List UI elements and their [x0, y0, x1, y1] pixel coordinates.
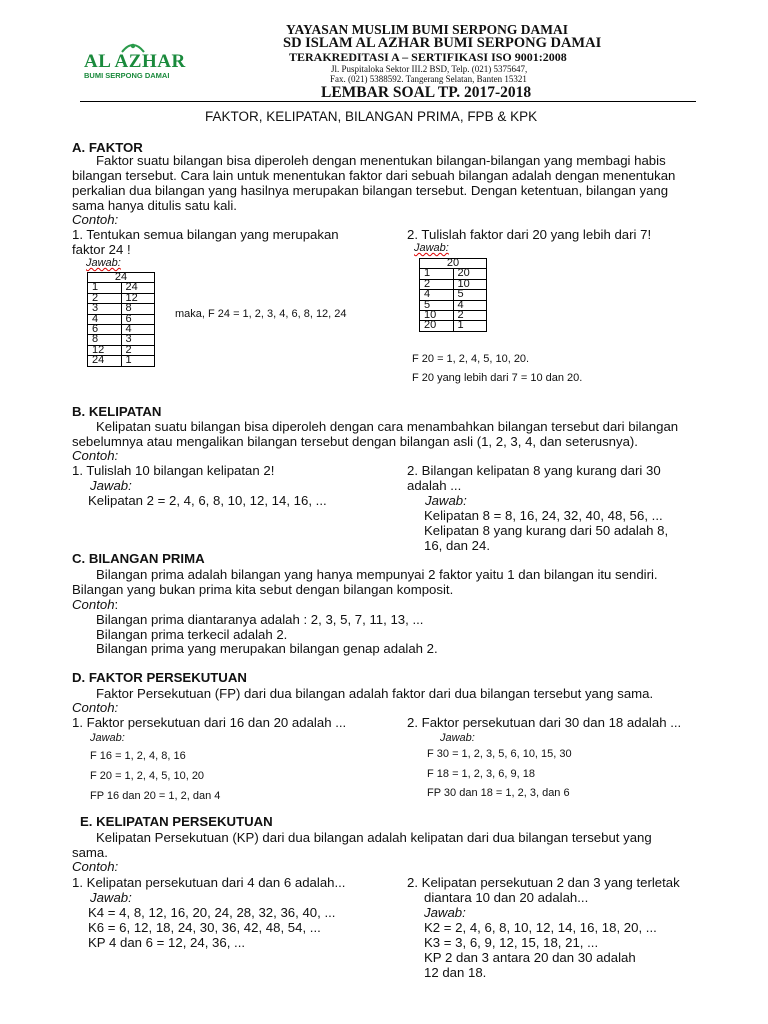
- header-foundation: YAYASAN MUSLIM BUMI SERPONG DAMAI: [286, 22, 569, 37]
- answer: 12 dan 18.: [424, 965, 487, 980]
- section-c-para: Bilangan prima adalah bilangan yang hanya mempunyai 2 faktor yaitu 1 dan bilangan itu sendiri.: [96, 567, 658, 582]
- jawab-label: Jawab:: [90, 890, 132, 905]
- section-c-heading: C. BILANGAN PRIMA: [72, 551, 205, 566]
- table-cell: 6: [88, 325, 122, 335]
- section-b-heading: B. KELIPATAN: [72, 404, 162, 419]
- section-d-heading: D. FAKTOR PERSEKUTUAN: [72, 670, 247, 685]
- table-cell: 1: [88, 283, 122, 293]
- answer: F 20 = 1, 2, 4, 5, 10, 20: [90, 770, 205, 782]
- section-b-para: Kelipatan suatu bilangan bisa diperoleh dengan cara menambahkan bilangan tersebut dari bilangan: [96, 419, 679, 434]
- contoh-label: Contoh:: [72, 448, 119, 463]
- table-cell: 8: [121, 304, 155, 314]
- table-cell: 20: [420, 321, 454, 331]
- table-cell: 24: [121, 283, 155, 293]
- table-cell: 3: [88, 304, 122, 314]
- example-line: Bilangan prima terkecil adalah 2.: [96, 627, 288, 642]
- example-line: Bilangan prima diantaranya adalah : 2, 3, 5, 7, 11, 13, ...: [96, 612, 424, 627]
- answer: K3 = 3, 6, 9, 12, 15, 18, 21, ...: [424, 935, 599, 950]
- table-cell: 20: [453, 269, 487, 279]
- jawab-label: Jawab:: [424, 905, 466, 920]
- contoh-text: Contoh: [72, 597, 115, 612]
- table-cell: 5: [420, 300, 454, 310]
- question: 1. Kelipatan persekutuan dari 4 dan 6 adalah...: [72, 875, 346, 890]
- section-e-para: Kelipatan Persekutuan (KP) dari dua bilangan adalah kelipatan dari dua bilangan tersebut yang: [96, 830, 652, 845]
- section-a-heading: A. FAKTOR: [72, 140, 143, 155]
- section-e-heading: E. KELIPATAN PERSEKUTUAN: [80, 814, 273, 829]
- contoh-label: Contoh:: [72, 597, 119, 612]
- table-cell: 10: [453, 279, 487, 289]
- table-cell: 12: [88, 345, 122, 355]
- question: 1. Tulislah 10 bilangan kelipatan 2!: [72, 463, 275, 478]
- table-cell: 2: [88, 293, 122, 303]
- section-d-para: Faktor Persekutuan (FP) dari dua bilangan adalah faktor dari dua bilangan tersebut yang sama.: [96, 686, 654, 701]
- section-a-para: bilangan tersebut. Cara lain untuk menentukan faktor dari sebuah bilangan adalah dengan menentukan: [72, 168, 676, 183]
- table-cell: 1: [121, 356, 155, 366]
- answer: KP 4 dan 6 = 12, 24, 36, ...: [88, 935, 246, 950]
- header-school: SD ISLAM AL AZHAR BUMI SERPONG DAMAI: [283, 35, 602, 51]
- jawab-label: Jawab:: [90, 478, 132, 493]
- table-cell: 5: [453, 290, 487, 300]
- question: faktor 24 !: [72, 242, 131, 257]
- table-cell: 6: [121, 314, 155, 324]
- question: 2. Bilangan kelipatan 8 yang kurang dari 30: [407, 463, 661, 478]
- answer: FP 30 dan 18 = 1, 2, 3, dan 6: [427, 787, 570, 799]
- table-cell: 3: [121, 335, 155, 345]
- answer: K4 = 4, 8, 12, 16, 20, 24, 28, 32, 36, 40, ...: [88, 905, 336, 920]
- answer: 16, dan 24.: [424, 538, 490, 553]
- answer: Kelipatan 8 = 8, 16, 24, 32, 40, 48, 56, ...: [424, 508, 663, 523]
- answer: KP 2 dan 3 antara 20 dan 30 adalah: [424, 950, 636, 965]
- factor-table-24: [87, 272, 155, 367]
- section-e-para: sama.: [72, 845, 108, 860]
- answer: F 16 = 1, 2, 4, 8, 16: [90, 750, 186, 762]
- table-cell: 8: [88, 335, 122, 345]
- contoh-label: Contoh:: [72, 212, 119, 227]
- table-cell: 24: [88, 356, 122, 366]
- table-cell: 4: [88, 314, 122, 324]
- table-cell: 1: [453, 321, 487, 331]
- table-cell: 1: [420, 269, 454, 279]
- jawab-label: Jawab:: [440, 732, 475, 744]
- table-header: 20: [420, 259, 487, 269]
- logo-text: AL AZHAR: [84, 51, 186, 72]
- answer: K6 = 6, 12, 18, 24, 30, 36, 42, 48, 54, ...: [88, 920, 321, 935]
- table-cell: 10: [420, 311, 454, 321]
- section-b-para: sebelumnya atau mengalikan bilangan tersebut dengan bilangan asli (1, 2, 3, 4, dan seterusnya).: [72, 434, 638, 449]
- question: 2. Faktor persekutuan dari 30 dan 18 adalah ...: [407, 715, 682, 730]
- answer: Kelipatan 2 = 2, 4, 6, 8, 10, 12, 14, 16, ...: [88, 493, 327, 508]
- logo-subtext: BUMI SERPONG DAMAI: [84, 71, 170, 80]
- section-a-para: perkalian dua bilangan yang hasilnya merupakan bilangan tersebut. Dengan ketentuan, bilangan yang: [72, 183, 669, 198]
- jawab-label: Jawab:: [86, 257, 121, 269]
- jawab-label: Jawab:: [414, 242, 449, 254]
- jawab-label: Jawab:: [425, 493, 467, 508]
- question: diantara 10 dan 20 adalah...: [424, 890, 589, 905]
- table-cell: 2: [121, 345, 155, 355]
- answer: F 30 = 1, 2, 3, 5, 6, 10, 15, 30: [427, 748, 572, 760]
- header-sheet-title: LEMBAR SOAL TP. 2017-2018: [321, 84, 532, 101]
- example-line: Bilangan prima yang merupakan bilangan genap adalah 2.: [96, 641, 438, 656]
- header-accreditation: TERAKREDITASI A – SERTIFIKASI ISO 9001:2008: [289, 50, 567, 64]
- header-address: Jl. Puspitaloka Sektor III.2 BSD, Telp. (021) 5375647,: [331, 64, 528, 74]
- answer: K2 = 2, 4, 6, 8, 10, 12, 14, 16, 18, 20, ...: [424, 920, 657, 935]
- contoh-label: Contoh:: [72, 700, 119, 715]
- factor-result-20: F 20 = 1, 2, 4, 5, 10, 20.: [412, 353, 530, 365]
- table-cell: 4: [420, 290, 454, 300]
- answer: Kelipatan 8 yang kurang dari 50 adalah 8,: [424, 523, 669, 538]
- table-cell: 12: [121, 293, 155, 303]
- factor-result-20-gt7: F 20 yang lebih dari 7 = 10 dan 20.: [412, 372, 583, 384]
- table-cell: 2: [453, 311, 487, 321]
- factor-result-24: maka, F 24 = 1, 2, 3, 4, 6, 8, 12, 24: [175, 308, 347, 320]
- answer: F 18 = 1, 2, 3, 6, 9, 18: [427, 768, 535, 780]
- question: 2. Tulislah faktor dari 20 yang lebih dari 7!: [407, 227, 652, 242]
- question: 1. Faktor persekutuan dari 16 dan 20 adalah ...: [72, 715, 347, 730]
- school-logo: [84, 40, 186, 82]
- question: 1. Tentukan semua bilangan yang merupakan: [72, 227, 339, 242]
- answer: FP 16 dan 20 = 1, 2, dan 4: [90, 790, 221, 802]
- section-a-para: Faktor suatu bilangan bisa diperoleh dengan menentukan bilangan-bilangan yang membagi habis: [96, 153, 666, 168]
- factor-table-20: [419, 258, 487, 332]
- section-c-para: Bilangan yang bukan prima kita sebut dengan bilangan komposit.: [72, 582, 454, 597]
- question: 2. Kelipatan persekutuan 2 dan 3 yang terletak: [407, 875, 680, 890]
- section-a-para: sama hanya ditulis satu kali.: [72, 198, 237, 213]
- table-cell: 2: [420, 279, 454, 289]
- question: adalah ...: [407, 478, 462, 493]
- table-header: 24: [88, 273, 155, 283]
- table-cell: 4: [121, 325, 155, 335]
- header-fax: Fax. (021) 5388592. Tangerang Selatan, Banten 15321: [330, 74, 527, 84]
- contoh-label: Contoh:: [72, 859, 119, 874]
- page-title: FAKTOR, KELIPATAN, BILANGAN PRIMA, FPB & KPK: [205, 109, 538, 124]
- table-cell: 4: [453, 300, 487, 310]
- header-divider: [80, 101, 696, 102]
- jawab-label: Jawab:: [90, 732, 125, 744]
